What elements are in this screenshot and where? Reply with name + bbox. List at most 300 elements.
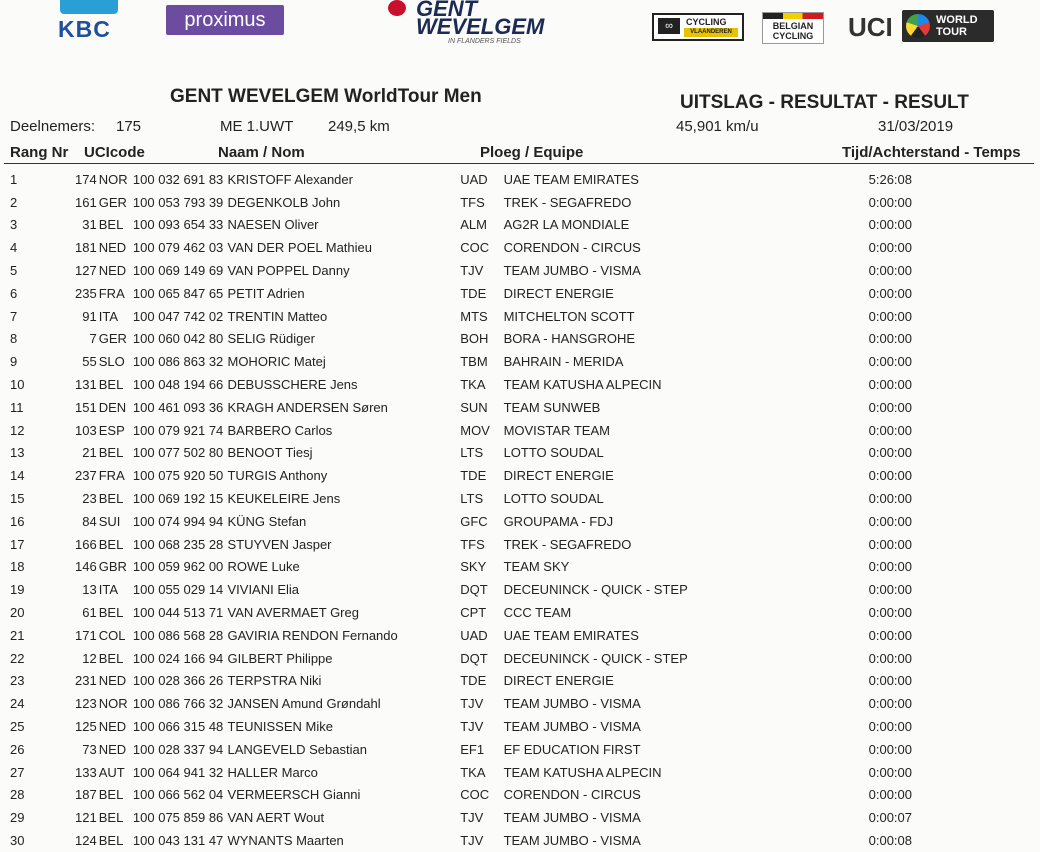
rank: 12 [10, 422, 25, 438]
bib-number: 127 [75, 263, 97, 279]
team-code: TDE [460, 285, 487, 301]
bib-number: 73 [82, 741, 97, 757]
nationality: SLO [98, 354, 125, 370]
team-code: TDE [460, 468, 487, 484]
rank: 23 [10, 673, 25, 689]
rank: 15 [10, 491, 25, 507]
rank: 5 [10, 263, 18, 279]
nationality: NOR [98, 696, 128, 712]
table-row [0, 601, 1040, 624]
finish-time: 0:00:00 [868, 308, 912, 324]
rider-name: VIVIANI Elia [227, 582, 300, 598]
result-title: UITSLAG - RESULTAT - RESULT [680, 92, 969, 113]
uci-code: 100 028 366 26 [132, 673, 224, 689]
table-row [0, 784, 1040, 807]
team-name: TEAM JUMBO - VISMA [503, 696, 641, 712]
rider-name: GAVIRIA RENDON Fernando [227, 627, 398, 643]
rider-name: VERMEERSCH Gianni [227, 787, 361, 803]
rider-name: DEBUSSCHERE Jens [227, 377, 358, 393]
team-name: TREK - SEGAFREDO [503, 194, 632, 210]
finish-time: 0:00:00 [868, 696, 912, 712]
team-code: TFS [460, 194, 485, 210]
uci-code: 100 086 568 28 [132, 627, 224, 643]
nationality: NED [98, 263, 127, 279]
bib-number: 12 [82, 650, 97, 666]
bib-number: 61 [82, 605, 97, 621]
nationality: BEL [98, 217, 124, 233]
rank: 14 [10, 468, 25, 484]
table-row [0, 692, 1040, 715]
rank: 9 [10, 354, 18, 370]
table-row [0, 282, 1040, 305]
nationality: BEL [98, 810, 124, 826]
table-row [0, 419, 1040, 442]
bib-number: 124 [75, 833, 97, 848]
rank: 21 [10, 627, 25, 643]
uci-logo-text: UCI [848, 12, 893, 42]
rider-name: WYNANTS Maarten [227, 833, 344, 848]
table-row [0, 578, 1040, 601]
table-row [0, 236, 1040, 259]
col-header-ucicode: UCIcode [84, 144, 145, 161]
bib-number: 166 [75, 536, 97, 552]
uci-code: 100 065 847 65 [132, 285, 224, 301]
uci-code: 100 079 921 74 [132, 422, 224, 438]
team-name: MOVISTAR TEAM [503, 422, 610, 438]
team-code: MTS [460, 308, 488, 324]
rank: 29 [10, 810, 25, 826]
nationality: COL [98, 627, 126, 643]
proximus-logo: proximus [166, 5, 284, 35]
rider-name: TRENTIN Matteo [227, 308, 328, 324]
finish-time: 0:00:00 [868, 263, 912, 279]
table-row [0, 214, 1040, 237]
team-code: TKA [460, 764, 486, 780]
uci-code: 100 079 462 03 [132, 240, 224, 256]
rider-name: VAN DER POEL Mathieu [227, 240, 372, 256]
rank: 30 [10, 833, 25, 848]
rank: 25 [10, 719, 25, 735]
finish-time: 0:00:00 [868, 650, 912, 666]
uci-code: 100 043 131 47 [132, 833, 224, 848]
finish-time: 0:00:00 [868, 468, 912, 484]
bib-number: 103 [75, 422, 97, 438]
team-code: LTS [460, 491, 484, 507]
team-code: COC [460, 240, 490, 256]
rider-name: KRAGH ANDERSEN Søren [227, 399, 388, 415]
bib-number: 84 [82, 513, 97, 529]
rider-name: HALLER Marco [227, 764, 318, 780]
finish-time: 0:00:00 [868, 559, 912, 575]
nationality: BEL [98, 787, 124, 803]
bib-number: 161 [75, 194, 97, 210]
team-name: DECEUNINCK - QUICK - STEP [503, 582, 688, 598]
nationality: NED [98, 719, 127, 735]
team-code: TJV [460, 696, 484, 712]
finish-time: 0:00:00 [868, 787, 912, 803]
team-name: TREK - SEGAFREDO [503, 536, 632, 552]
gent-wevelgem-logo-line2: WEVELGEM [416, 14, 545, 39]
team-code: EF1 [460, 741, 485, 757]
team-code: TBM [460, 354, 488, 370]
bib-number: 131 [75, 377, 97, 393]
participants-label: Deelnemers: [10, 118, 96, 135]
finish-time: 0:00:00 [868, 536, 912, 552]
uci-code: 100 068 235 28 [132, 536, 224, 552]
finish-time: 0:00:00 [868, 491, 912, 507]
rank: 2 [10, 194, 18, 210]
cycling-vlaanderen-logo [652, 13, 744, 41]
bib-number: 146 [75, 559, 97, 575]
rider-name: ROWE Luke [227, 559, 300, 575]
nationality: BEL [98, 536, 124, 552]
uci-code: 100 075 859 86 [132, 810, 224, 826]
rider-name: KEUKELEIRE Jens [227, 491, 341, 507]
team-name: TEAM KATUSHA ALPECIN [503, 377, 662, 393]
kbc-logo [52, 0, 127, 40]
finish-time: 0:00:00 [868, 513, 912, 529]
team-name: CORENDON - CIRCUS [503, 787, 641, 803]
team-code: TJV [460, 810, 484, 826]
gent-wevelgem-logo-line1: GENT [416, 0, 478, 21]
bib-number: 125 [75, 719, 97, 735]
team-name: BAHRAIN - MERIDA [503, 354, 624, 370]
nationality: ESP [98, 422, 125, 438]
table-row [0, 350, 1040, 373]
team-code: COC [460, 787, 490, 803]
uci-code: 100 066 315 48 [132, 719, 224, 735]
bib-number: 123 [75, 696, 97, 712]
team-name: CCC TEAM [503, 605, 572, 621]
race-category: ME 1.UWT [220, 118, 294, 135]
race-distance: 249,5 km [328, 118, 390, 135]
team-name: BORA - HANSGROHE [503, 331, 636, 347]
uci-code: 100 060 042 80 [132, 331, 224, 347]
table-row [0, 373, 1040, 396]
team-code: UAD [460, 627, 488, 643]
nationality: NOR [98, 171, 128, 187]
nationality: ITA [98, 308, 118, 324]
rank: 8 [10, 331, 18, 347]
bib-number: 174 [75, 171, 97, 187]
uci-code: 100 066 562 04 [132, 787, 224, 803]
team-code: TFS [460, 536, 485, 552]
uci-code: 100 053 793 39 [132, 194, 224, 210]
team-name: UAE TEAM EMIRATES [503, 171, 639, 187]
worldtour-line2: TOUR [936, 26, 967, 38]
bib-number: 181 [75, 240, 97, 256]
rider-name: STUYVEN Jasper [227, 536, 332, 552]
bib-number: 21 [82, 445, 97, 461]
rank: 26 [10, 741, 25, 757]
sponsor-logo-bar [0, 0, 1040, 50]
table-row [0, 761, 1040, 784]
team-code: DQT [460, 650, 488, 666]
team-code: SUN [460, 399, 488, 415]
rank: 13 [10, 445, 25, 461]
finish-time: 0:00:00 [868, 673, 912, 689]
rank: 11 [10, 399, 24, 415]
team-name: DIRECT ENERGIE [503, 285, 614, 301]
table-row [0, 396, 1040, 419]
team-name: TEAM JUMBO - VISMA [503, 833, 641, 848]
team-name: UAE TEAM EMIRATES [503, 627, 639, 643]
nationality: BEL [98, 650, 124, 666]
rank: 27 [10, 764, 25, 780]
uci-code: 100 032 691 83 [132, 171, 224, 187]
team-name: CORENDON - CIRCUS [503, 240, 641, 256]
rider-name: TEUNISSEN Mike [227, 719, 333, 735]
uci-code: 100 086 863 32 [132, 354, 224, 370]
belgian-flag-icon [763, 13, 823, 19]
rank: 22 [10, 650, 25, 666]
worldtour-badge [902, 10, 994, 42]
nationality: BEL [98, 491, 124, 507]
rank: 4 [10, 240, 18, 256]
participants-count: 175 [116, 118, 142, 135]
rank: 6 [10, 285, 18, 301]
uci-code: 100 055 029 14 [132, 582, 224, 598]
team-code: ALM [460, 217, 487, 233]
team-code: LTS [460, 445, 484, 461]
table-row [0, 670, 1040, 693]
table-row [0, 305, 1040, 328]
rider-name: SELIG Rüdiger [227, 331, 315, 347]
team-code: TJV [460, 263, 484, 279]
rider-name: NAESEN Oliver [227, 217, 319, 233]
uci-code: 100 093 654 33 [132, 217, 224, 233]
table-row [0, 191, 1040, 214]
finish-time: 0:00:00 [868, 422, 912, 438]
bib-number: 13 [82, 582, 97, 598]
poppy-icon [388, 0, 406, 16]
rider-name: VAN POPPEL Danny [227, 263, 350, 279]
rider-name: VAN AVERMAET Greg [227, 605, 359, 621]
finish-time: 0:00:00 [868, 582, 912, 598]
team-code: TDE [460, 673, 487, 689]
uci-code: 100 086 766 32 [132, 696, 224, 712]
cycling-logo-line1: CYCLING [686, 17, 727, 27]
bib-number: 31 [82, 217, 97, 233]
uci-worldtour-logo [848, 10, 996, 42]
kbc-logo-text: KBC [58, 16, 111, 42]
rider-name: TURGIS Anthony [227, 468, 328, 484]
rank: 16 [10, 513, 25, 529]
col-header-team: Ploeg / Equipe [480, 144, 584, 161]
nationality: BEL [98, 833, 124, 848]
rider-name: BENOOT Tiesj [227, 445, 313, 461]
team-code: TKA [460, 377, 486, 393]
bib-number: 151 [75, 399, 97, 415]
worldtour-line1: WORLD [936, 14, 978, 26]
finish-time: 5:26:08 [868, 171, 912, 187]
rank: 28 [10, 787, 25, 803]
rank: 3 [10, 217, 18, 233]
uci-code: 100 044 513 71 [132, 605, 224, 621]
team-name: TEAM SKY [503, 559, 570, 575]
team-code: SKY [460, 559, 487, 575]
nationality: GBR [98, 559, 127, 575]
table-row [0, 510, 1040, 533]
bib-number: 171 [75, 627, 97, 643]
team-code: UAD [460, 171, 488, 187]
uci-code: 100 069 149 69 [132, 263, 224, 279]
team-code: TJV [460, 833, 484, 848]
team-name: LOTTO SOUDAL [503, 491, 604, 507]
table-row [0, 647, 1040, 670]
table-row [0, 624, 1040, 647]
uci-code: 100 461 093 36 [132, 399, 224, 415]
nationality: DEN [98, 399, 127, 415]
table-row [0, 168, 1040, 191]
nationality: BEL [98, 605, 124, 621]
uci-code: 100 069 192 15 [132, 491, 224, 507]
bib-number: 121 [75, 810, 97, 826]
rank: 24 [10, 696, 25, 712]
bib-number: 7 [89, 331, 97, 347]
nationality: GER [98, 194, 127, 210]
finish-time: 0:00:00 [868, 331, 912, 347]
nationality: SUI [98, 513, 121, 529]
team-name: DIRECT ENERGIE [503, 468, 614, 484]
table-row [0, 738, 1040, 761]
team-code: BOH [460, 331, 489, 347]
rank: 1 [10, 171, 18, 187]
table-row [0, 829, 1040, 852]
table-row [0, 556, 1040, 579]
uci-code: 100 075 920 50 [132, 468, 224, 484]
uci-code: 100 047 742 02 [132, 308, 224, 324]
belgian-logo-line1: BELGIAN [772, 21, 814, 31]
team-name: AG2R LA MONDIALE [503, 217, 630, 233]
rider-name: TERPSTRA Niki [227, 673, 322, 689]
team-code: MOV [460, 422, 490, 438]
team-code: GFC [460, 513, 488, 529]
nationality: ITA [98, 582, 118, 598]
belgian-cycling-logo [762, 12, 824, 44]
finish-time: 0:00:00 [868, 354, 912, 370]
team-name: GROUPAMA - FDJ [503, 513, 614, 529]
results-table [0, 168, 1040, 852]
rider-name: BARBERO Carlos [227, 422, 333, 438]
bib-number: 237 [75, 468, 97, 484]
rider-name: LANGEVELD Sebastian [227, 741, 367, 757]
finish-time: 0:00:00 [868, 240, 912, 256]
uci-code: 100 064 941 32 [132, 764, 224, 780]
rider-name: JANSEN Amund Grøndahl [227, 696, 381, 712]
team-name: LOTTO SOUDAL [503, 445, 604, 461]
finish-time: 0:00:00 [868, 627, 912, 643]
bib-number: 91 [82, 308, 97, 324]
team-name: DECEUNINCK - QUICK - STEP [503, 650, 688, 666]
nationality: NED [98, 240, 127, 256]
rank: 10 [10, 377, 25, 393]
table-row [0, 487, 1040, 510]
uci-code: 100 074 994 94 [132, 513, 224, 529]
finish-time: 0:00:00 [868, 445, 912, 461]
uci-code: 100 028 337 94 [132, 741, 224, 757]
kbc-logo-mark [60, 0, 118, 14]
team-name: TEAM JUMBO - VISMA [503, 719, 641, 735]
table-row [0, 464, 1040, 487]
rider-name: GILBERT Philippe [227, 650, 333, 666]
finish-time: 0:00:00 [868, 719, 912, 735]
race-date: 31/03/2019 [878, 118, 954, 135]
finish-time: 0:00:00 [868, 764, 912, 780]
col-header-name: Naam / Nom [218, 144, 305, 161]
nationality: NED [98, 673, 127, 689]
rider-name: KRISTOFF Alexander [227, 171, 353, 187]
team-name: EF EDUCATION FIRST [503, 741, 641, 757]
team-name: MITCHELTON SCOTT [503, 308, 635, 324]
rider-name: MOHORIC Matej [227, 354, 326, 370]
rank: 18 [10, 559, 25, 575]
table-row [0, 442, 1040, 465]
uci-code: 100 024 166 94 [132, 650, 224, 666]
rider-name: PETIT Adrien [227, 285, 305, 301]
bib-number: 133 [75, 764, 97, 780]
table-row [0, 328, 1040, 351]
nationality: FRA [98, 468, 125, 484]
finish-time: 0:00:00 [868, 377, 912, 393]
col-header-time: Tijd/Achterstand - Temps [842, 144, 1021, 161]
rank: 20 [10, 605, 25, 621]
rider-name: DEGENKOLB John [227, 194, 341, 210]
nationality: BEL [98, 445, 124, 461]
team-code: CPT [460, 605, 487, 621]
finish-time: 0:00:00 [868, 399, 912, 415]
table-row [0, 259, 1040, 282]
cycling-logo-line2: VLAANDEREN [684, 28, 738, 37]
table-row [0, 715, 1040, 738]
team-name: DIRECT ENERGIE [503, 673, 614, 689]
bike-icon: ∞ [658, 18, 680, 34]
uci-code: 100 048 194 66 [132, 377, 224, 393]
rider-name: KÜNG Stefan [227, 513, 307, 529]
finish-time: 0:00:00 [868, 217, 912, 233]
gent-wevelgem-logo-sub: IN FLANDERS FIELDS [448, 38, 521, 45]
team-name: TEAM KATUSHA ALPECIN [503, 764, 662, 780]
uci-code: 100 077 502 80 [132, 445, 224, 461]
bib-number: 23 [82, 491, 97, 507]
finish-time: 0:00:00 [868, 285, 912, 301]
race-title: GENT WEVELGEM WorldTour Men [170, 86, 482, 107]
nationality: AUT [98, 764, 125, 780]
rider-name: VAN AERT Wout [227, 810, 325, 826]
finish-time: 0:00:00 [868, 194, 912, 210]
rank: 17 [10, 536, 25, 552]
rank: 7 [10, 308, 18, 324]
team-name: TEAM JUMBO - VISMA [503, 263, 641, 279]
col-header-rank-nr: Rang Nr [10, 144, 69, 161]
header-divider [4, 163, 1034, 164]
uci-code: 100 059 962 00 [132, 559, 224, 575]
table-row [0, 806, 1040, 829]
finish-time: 0:00:00 [868, 605, 912, 621]
nationality: BEL [98, 377, 124, 393]
finish-time: 0:00:07 [868, 810, 912, 826]
team-code: DQT [460, 582, 488, 598]
rainbow-globe-icon [906, 14, 930, 38]
team-name: TEAM JUMBO - VISMA [503, 810, 641, 826]
bib-number: 55 [82, 354, 97, 370]
belgian-logo-line2: CYCLING [772, 31, 814, 41]
team-name: TEAM SUNWEB [503, 399, 601, 415]
gent-wevelgem-logo [388, 0, 556, 48]
nationality: FRA [98, 285, 125, 301]
table-row [0, 533, 1040, 556]
bib-number: 231 [75, 673, 97, 689]
